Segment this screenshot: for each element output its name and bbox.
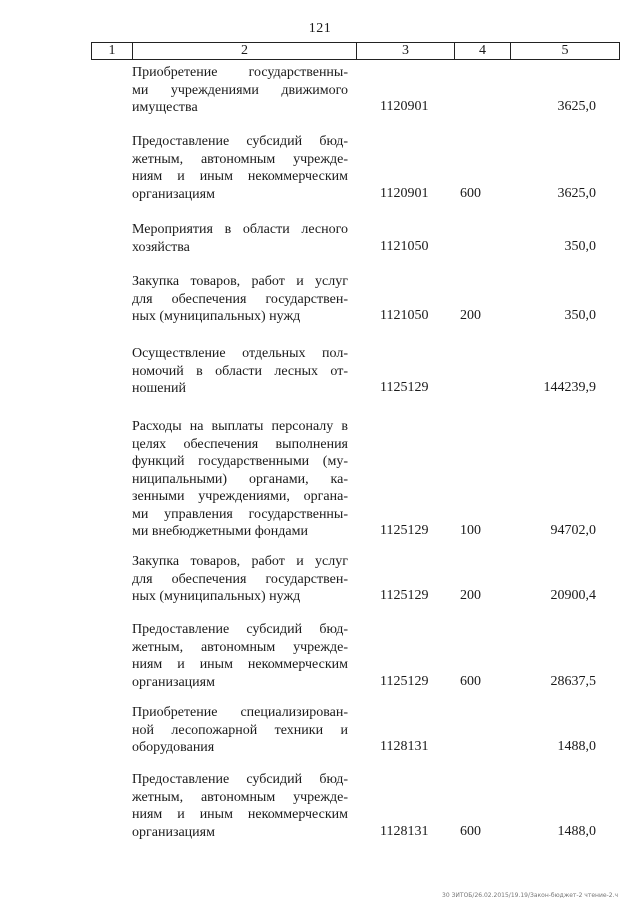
column-header-4: 4 — [455, 43, 511, 59]
description-line: ных (муниципальных) нужд — [132, 309, 301, 324]
description-line: жетным, автономным учрежде- — [132, 789, 348, 805]
row-amount: 1488,0 — [557, 739, 596, 754]
row-amount: 144239,9 — [543, 380, 596, 395]
row-code: 1121050 — [380, 308, 429, 323]
row-expense-type: 200 — [460, 308, 481, 323]
description-line: жетным, автономным учрежде- — [132, 639, 348, 655]
description-line: ных (муниципальных) нужд — [132, 589, 301, 604]
row-code: 1125129 — [380, 523, 429, 538]
description-line: для обеспечения государствен- — [132, 571, 348, 587]
row-code: 1120901 — [380, 185, 429, 201]
description-line: Предоставление субсидий бюд- — [132, 622, 348, 637]
row-code: 1125129 — [380, 380, 429, 395]
description-line: Приобретение государственны- — [132, 65, 348, 80]
row-expense-type: 200 — [460, 588, 481, 603]
row-code: 1121050 — [380, 238, 429, 254]
description-line: зенными учреждениями, органа- — [132, 489, 348, 504]
description-line: организациям — [132, 824, 215, 840]
row-code: 1128131 — [380, 823, 429, 839]
column-header-3: 3 — [357, 43, 455, 59]
row-description — [132, 418, 348, 541]
description-line: ношений — [132, 381, 186, 396]
description-line: хозяйства — [132, 239, 190, 255]
description-line: Приобретение специализирован- — [132, 705, 348, 720]
description-line: Предоставление субсидий бюд- — [132, 772, 348, 787]
description-line: функций государственными (му- — [132, 454, 348, 469]
row-amount: 3625,0 — [557, 99, 596, 114]
description-line: организациям — [132, 674, 215, 690]
row-description — [132, 771, 348, 841]
description-line: ниям и иным некоммерческим — [132, 169, 348, 184]
description-line: Закупка товаров, работ и услуг — [132, 274, 348, 289]
row-description — [132, 273, 348, 326]
row-description — [132, 553, 348, 606]
description-line: Предоставление субсидий бюд- — [132, 134, 348, 149]
row-expense-type: 600 — [460, 673, 481, 689]
row-expense-type: 600 — [460, 823, 481, 839]
row-amount: 3625,0 — [557, 185, 596, 201]
row-expense-type: 100 — [460, 523, 481, 538]
row-code: 1120901 — [380, 99, 429, 114]
description-line: ми внебюджетными фондами — [132, 524, 308, 539]
row-code: 1128131 — [380, 739, 429, 754]
row-amount: 28637,5 — [550, 673, 596, 689]
description-line: ми управления государственны- — [132, 506, 348, 522]
description-line: Расходы на выплаты персоналу в — [132, 419, 348, 434]
row-amount: 350,0 — [564, 308, 596, 323]
row-description — [132, 133, 348, 203]
row-amount: 1488,0 — [557, 823, 596, 839]
row-amount: 94702,0 — [550, 523, 596, 538]
description-line: имущества — [132, 100, 198, 115]
description-line: Осуществление отдельных пол- — [132, 346, 348, 361]
description-line: ниям и иным некоммерческим — [132, 657, 348, 672]
description-line: жетным, автономным учрежде- — [132, 151, 348, 167]
row-amount: 20900,4 — [550, 588, 596, 603]
description-line: номочий в области лесных от- — [132, 363, 348, 379]
footer-reference: 30 ЗИТОБ/26.02.2015/19.19/Закон-бюджет-2 чтение-2.ч — [442, 892, 618, 899]
description-line: Закупка товаров, работ и услуг — [132, 554, 348, 569]
page-number: 121 — [308, 21, 332, 36]
row-description — [132, 221, 348, 256]
row-code: 1125129 — [380, 588, 429, 603]
row-expense-type: 600 — [460, 185, 481, 201]
row-description — [132, 621, 348, 691]
row-code: 1125129 — [380, 673, 429, 689]
column-header-row — [91, 42, 620, 60]
row-description — [132, 64, 348, 117]
description-line: целях обеспечения выполнения — [132, 436, 348, 452]
column-header-5: 5 — [561, 43, 569, 58]
row-description — [132, 704, 348, 757]
row-amount: 350,0 — [564, 238, 596, 254]
row-description — [132, 345, 348, 398]
column-header-2: 2 — [133, 43, 357, 59]
description-line: организациям — [132, 186, 215, 202]
description-line: для обеспечения государствен- — [132, 291, 348, 307]
description-line: ной лесопожарной техники и — [132, 722, 348, 738]
column-header-1: 1 — [92, 43, 133, 59]
description-line: ниципальными) органами, ка- — [132, 471, 348, 487]
description-line: оборудования — [132, 740, 215, 755]
description-line: ми учреждениями движимого — [132, 82, 348, 98]
description-line: Мероприятия в области лесного — [132, 222, 348, 237]
description-line: ниям и иным некоммерческим — [132, 807, 348, 822]
